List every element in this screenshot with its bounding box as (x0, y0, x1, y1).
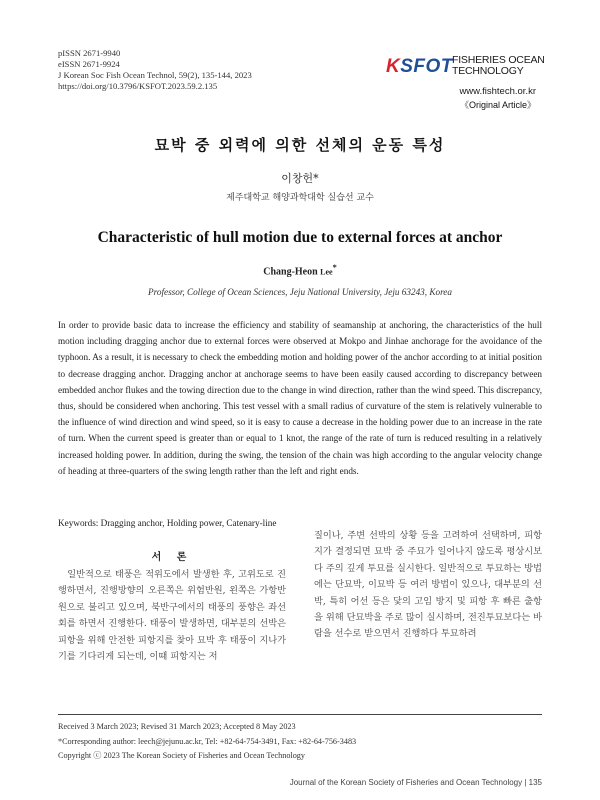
footnotes (58, 720, 356, 764)
keywords: Keywords: Dragging anchor, Holding power, Catenary-line (58, 518, 277, 528)
body-text-right-column: 질이나, 주변 선박의 상황 등을 고려하여 선택하며, 피항지가 결정되면 묘박 중 주묘가 일어나지 않도록 평상시보다 주의 깊게 투묘를 실시한다. 일반적으로 투묘하는 방법에는 단묘박, 이묘박 등 여러 방법이 있으나, 대부분의 선박, 특히 어선 등은 닻의 고임 방지 및 피항 후 빠른 출항을 위해 단묘박을 주로 많이 실시하며, 전진투묘보다는 바람을 선수로 받으면서 진행하다 투묘하려 (314, 530, 542, 640)
corresponding-author: *Corresponding author: leech@jejunu.ac.kr, Tel: +82-64-754-3491, Fax: +82-64-756-3483 (58, 736, 357, 746)
korean-author: 이창헌* (281, 172, 319, 185)
logo-journal-name: FISHERIES OCEAN TECHNOLOGY (452, 54, 545, 77)
article-type: 《Original Article》 (459, 100, 536, 110)
citation: J Korean Soc Fish Ocean Technol, 59(2), 135-144, 2023 (58, 70, 252, 80)
page-footer: Journal of the Korean Society of Fisheries and Ocean Technology | 135 (289, 778, 542, 787)
body-text-left-column: 일반적으로 태풍은 적위도에서 발생한 후, 고위도로 진행하면서, 진행방향의 오른쪽은 위험반원, 왼쪽은 가항반원으로 불리고 있으며, 북반구에서의 태풍의 풍향은 좌선회를 하면서 진행한다. 태풍이 발생하면, 대부분의 선박은 피항을 위해 안전한 피항지를 찾아 묘박 후 태풍이 지나가기를 기다리게 되는데, 이때 피항지는 저 (58, 569, 286, 663)
journal-logo (386, 52, 545, 110)
english-author: Chang-Heon Lee* (263, 263, 337, 278)
english-affiliation: Professor, College of Ocean Sciences, Jeju National University, Jeju 63243, Korea (148, 287, 452, 297)
copyright: Copyright ⓒ 2023 The Korean Society of Fisheries and Ocean Technology (58, 751, 305, 760)
footnote-divider (58, 714, 542, 715)
received-dates: Received 3 March 2023; Revised 31 March 2023; Accepted 8 May 2023 (58, 722, 296, 731)
journal-website[interactable]: www.fishtech.or.kr (459, 86, 536, 97)
english-title: Characteristic of hull motion due to external forces at anchor (97, 229, 503, 246)
korean-title: 묘박 중 외력에 의한 선체의 운동 특성 (154, 136, 446, 154)
pissn: pISSN 2671-9940 (58, 48, 121, 58)
journal-metadata (58, 48, 252, 92)
doi-link[interactable]: https://doi.org/10.3796/KSFOT.2023.59.2.135 (58, 81, 218, 91)
eissn: eISSN 2671-9924 (58, 59, 120, 69)
korean-affiliation: 제주대학교 해양과학대학 실습선 교수 (226, 193, 374, 203)
abstract: In order to provide basic data to increase the efficiency and stability of seamanship at anchoring, the characteristics of the hull motion including dragging anchor due to external forces were observed at Mokpo and Jinhae anchorage for the avoidance of the typhoon. As a result, it is necessary to check the embedding motion and holding power of the anchor according to at initial position to decrease dragging anchor. Dragging anchor at anchorage seems to have been easily caused according to discrepancy between embedded anchor flukes and the towing direction due to the change in wind direction, rather than the wind speed. This discrepancy, thus, should be considered when anchoring. This test vessel with a small radius of curvature of the stem is relatively vulnerable to the influence of wind direction and wind speed, so it is easy to cause a decrease in the holding power due to an increase in the rate of turn. When the current speed is greater than or equal to 1 knot, the range of the rate of turn is reduced resulting in a relatively increased holding power. In addition, during the swing, the tension of the chain was high according to the angular velocity change of heading at three-quarters of the swing length rather than the left and right ends. (58, 320, 542, 476)
ksfot-logo-mark: KSFOT (386, 56, 453, 77)
section-heading-introduction: 서 론 (151, 552, 193, 563)
